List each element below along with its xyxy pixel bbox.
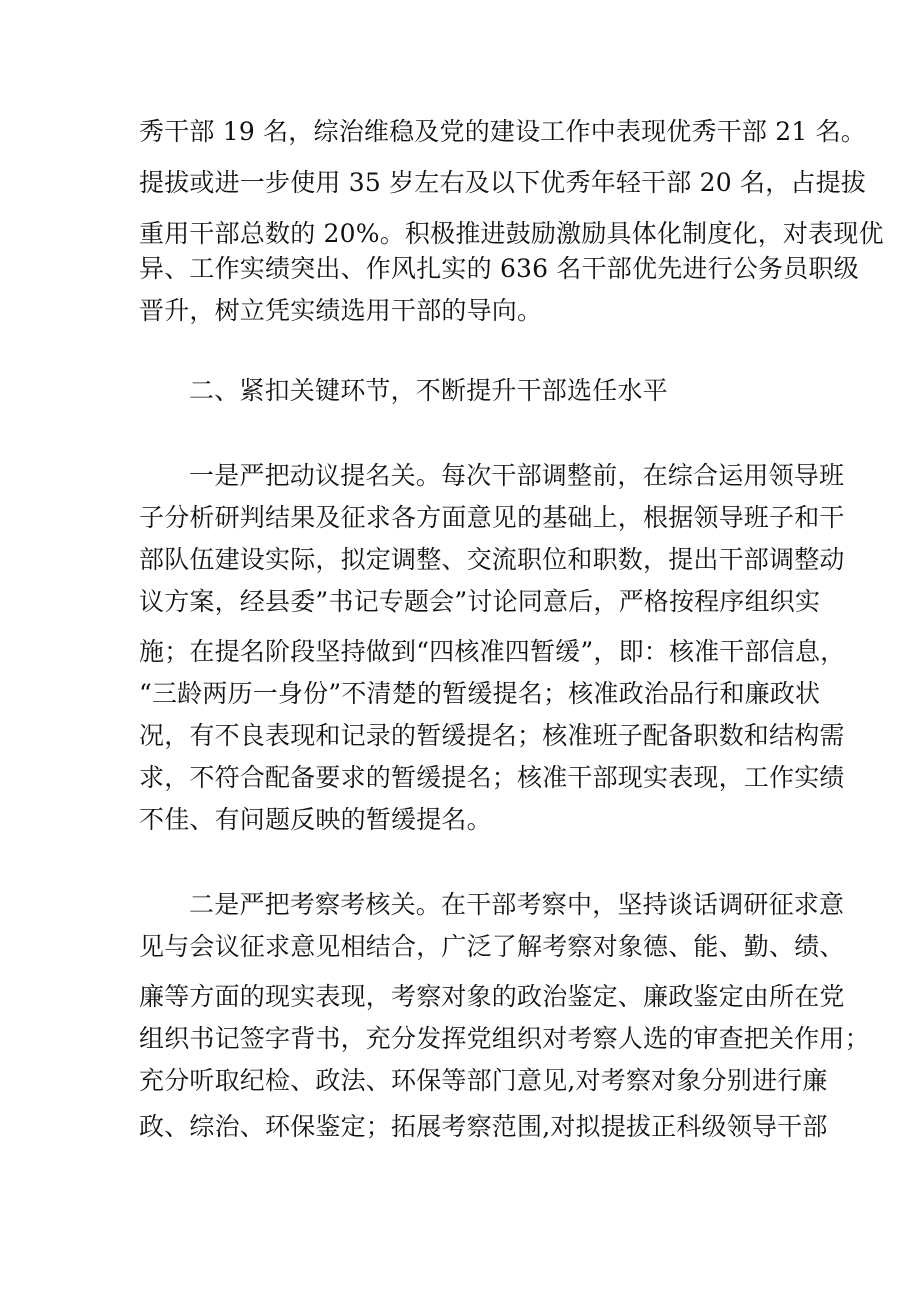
- text-line: 子分析研判结果及征求各方面意见的基础上，根据领导班子和干: [139, 503, 845, 532]
- text-line: 议方案，经县委”书记专题会”讨论同意后，严格按程序组织实: [139, 587, 821, 616]
- text-line: 廉等方面的现实表现，考察对象的政治鉴定、廉政鉴定由所在党: [139, 982, 845, 1011]
- text-line: 不佳、有问题反映的暂缓提名。: [139, 805, 492, 834]
- text-line: 况，有不良表现和记录的暂缓提名；核准班子配备职数和结构需: [139, 721, 845, 750]
- text-line: 求，不符合配备要求的暂缓提名；核准干部现实表现，工作实绩: [139, 763, 845, 792]
- text-line: 一是严把动议提名关。每次干部调整前，在综合运用领导班: [189, 461, 845, 490]
- text-line: 二是严把考察考核关。在干部考察中，坚持谈话调研征求意: [189, 890, 845, 919]
- text-line: 异、工作实绩突出、作风扎实的 636 名干部优先进行公务员职级: [139, 254, 859, 283]
- text-line: 政、综治、环保鉴定；拓展考察范围,对拟提拔正科级领导干部: [139, 1112, 828, 1141]
- text-line: 组织书记签字背书，充分发挥党组织对考察人选的审查把关作用；: [139, 1024, 870, 1053]
- section-heading: 二、紧扣关键环节，不断提升干部选任水平: [189, 376, 668, 405]
- text-line: 施；在提名阶段坚持做到“四核准四暂缓”，即：核准干部信息，: [139, 637, 846, 666]
- text-line: 重用干部总数的 20%。积极推进鼓励激励具体化制度化，对表现优: [139, 219, 884, 248]
- text-line: 部队伍建设实际，拟定调整、交流职位和职数，提出干部调整动: [139, 545, 845, 574]
- text-line: “三龄两历一身份”不清楚的暂缓提名；核准政治品行和廉政状: [139, 679, 821, 708]
- text-line: 秀干部 19 名，综治维稳及党的建设工作中表现优秀干部 21 名。: [139, 117, 867, 146]
- text-line: 见与会议征求意见相结合，广泛了解考察对象德、能、勤、绩、: [139, 932, 845, 961]
- text-line: 充分听取纪检、政法、环保等部门意见,对考察对象分别进行廉: [139, 1066, 828, 1095]
- text-line: 提拔或进一步使用 35 岁左右及以下优秀年轻干部 20 名，占提拔: [139, 168, 867, 197]
- text-line: 晋升，树立凭实绩选用干部的导向。: [139, 296, 543, 325]
